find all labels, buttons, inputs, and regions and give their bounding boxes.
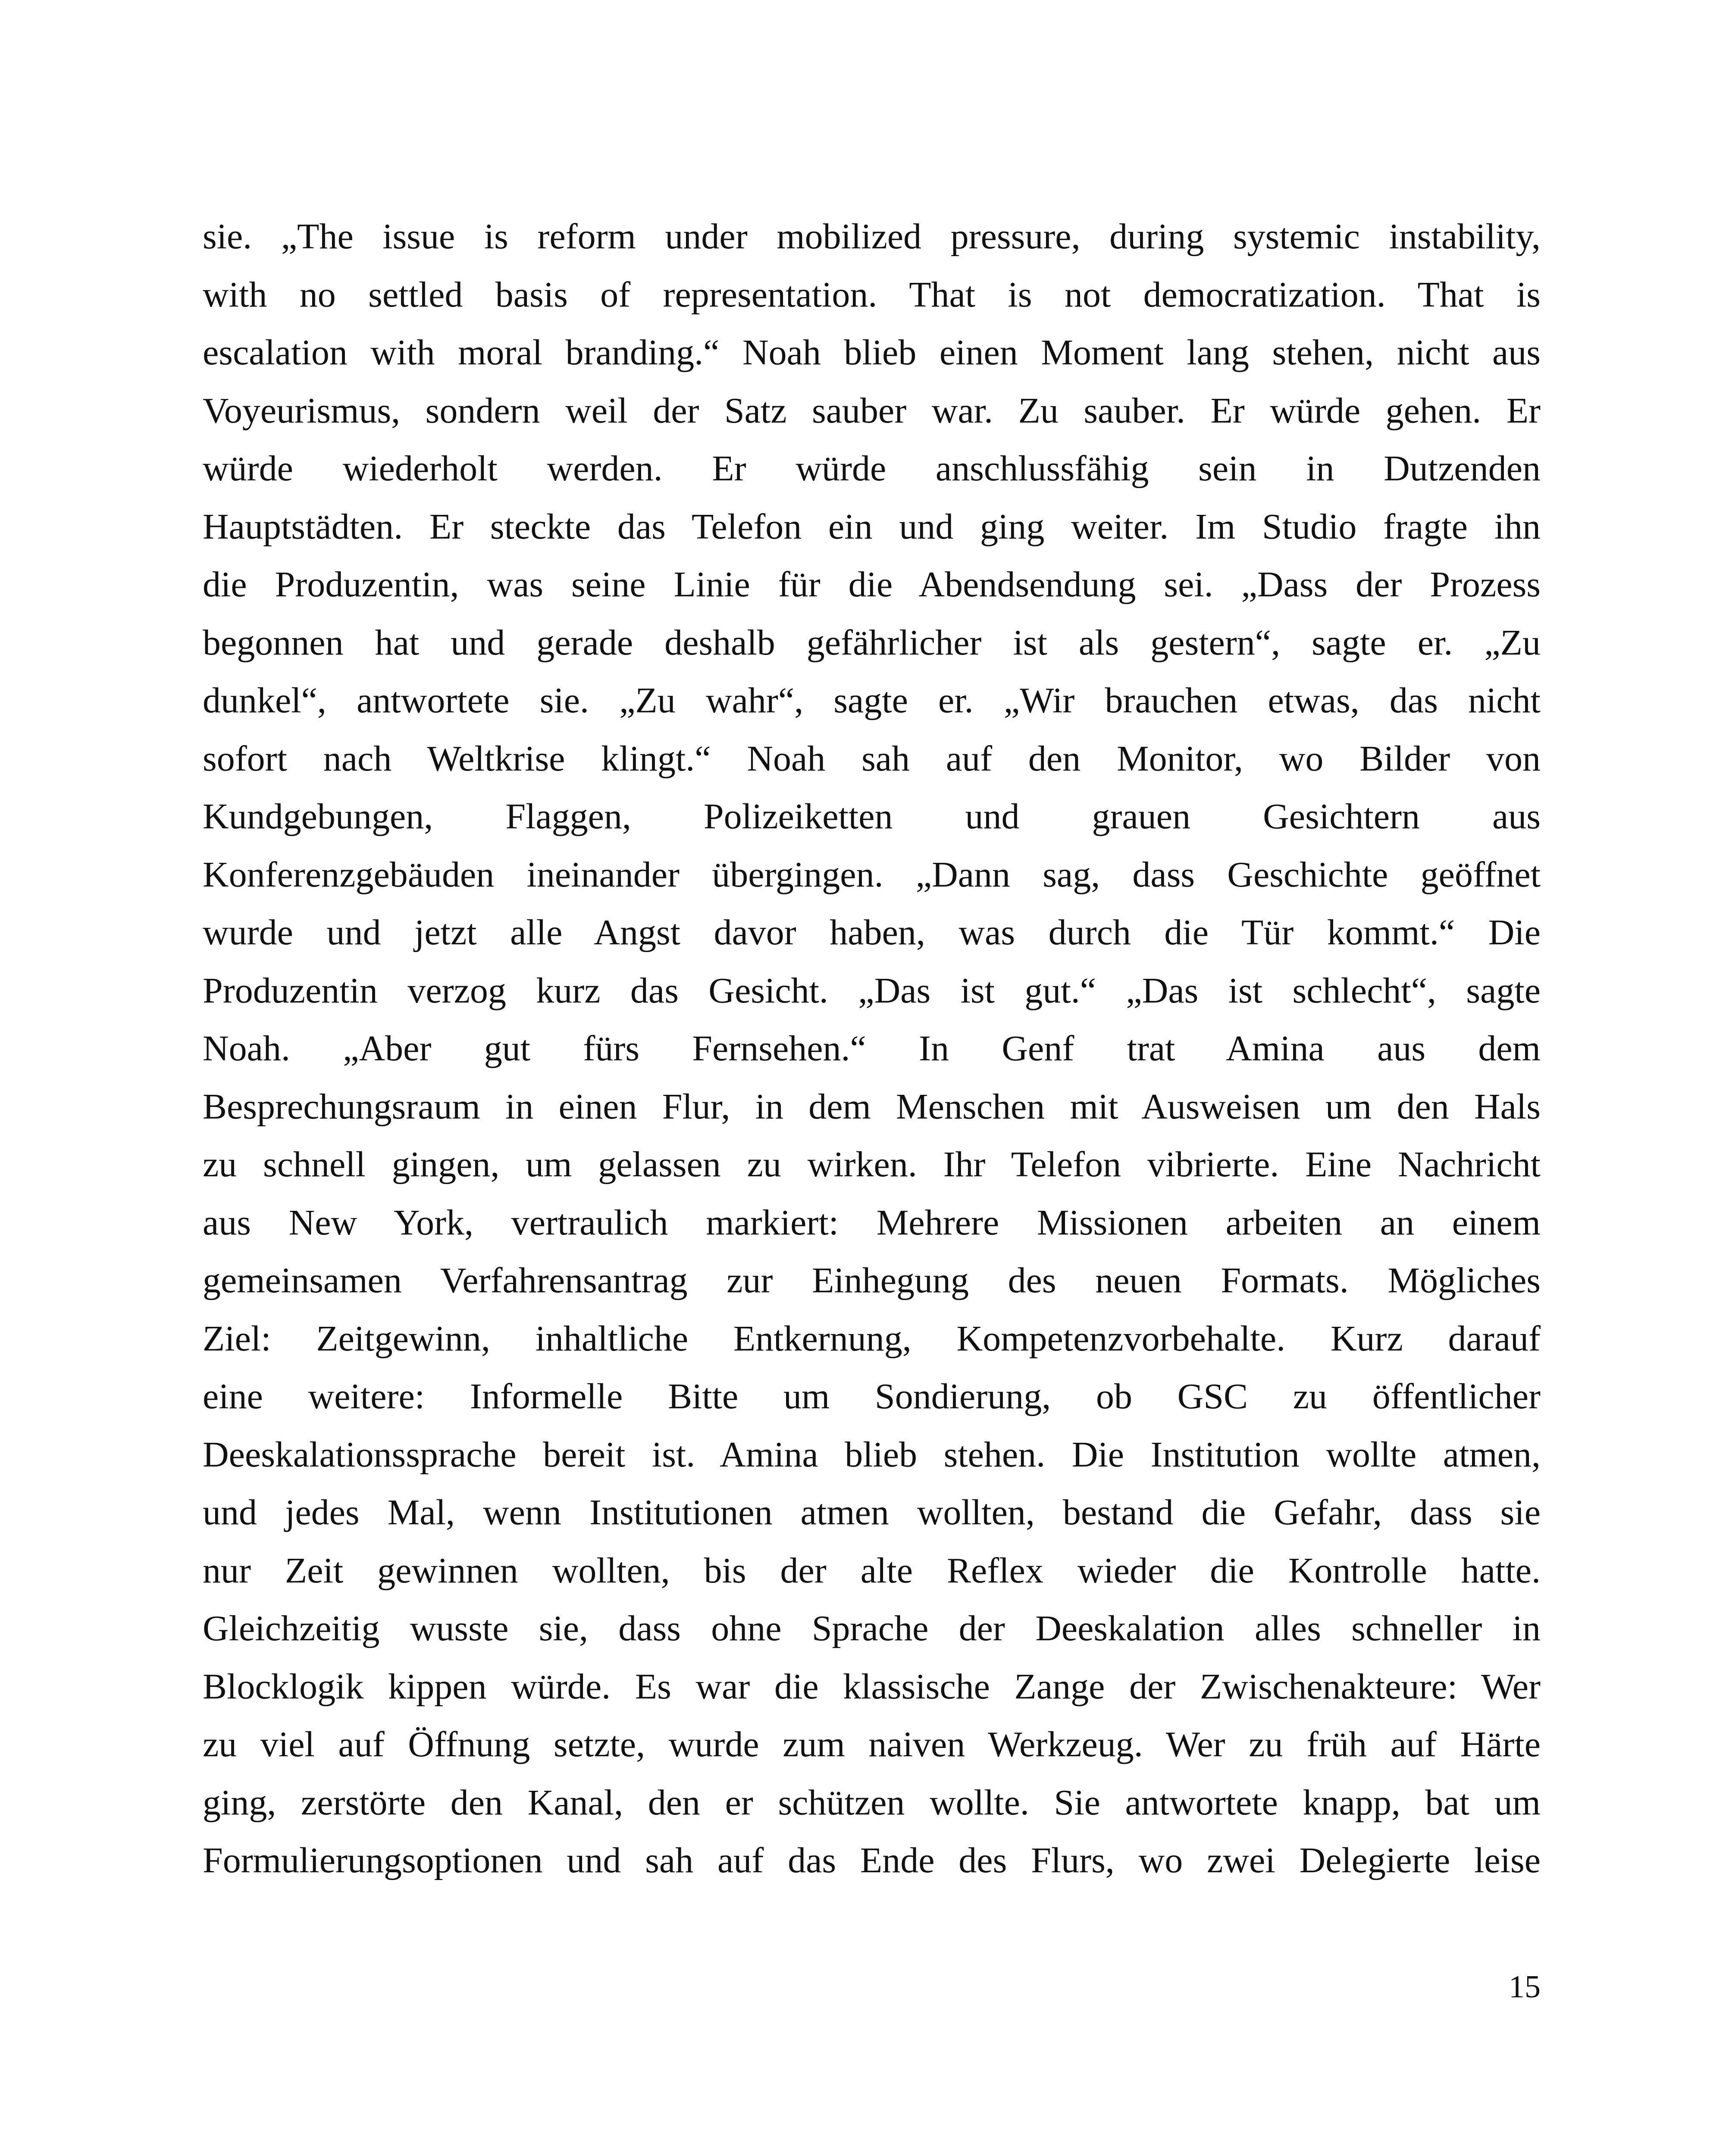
text-line: Besprechungsraum in einen Flur, in dem Menschen mit Ausweisen um den Hals [203, 1086, 1541, 1127]
text-line: zu viel auf Öffnung setzte, wurde zum naiven Werkzeug. Wer zu früh auf Härte [203, 1724, 1541, 1764]
text-line: Formulierungsoptionen und sah auf das Ende des Flurs, wo zwei Delegierte leise [203, 1840, 1541, 1880]
text-line: Ziel: Zeitgewinn, inhaltliche Entkernung, Kompetenzvorbehalte. Kurz darauf [203, 1318, 1541, 1359]
text-line: dunkel“, antwortete sie. „Zu wahr“, sagte er. „Wir brauchen etwas, das nicht [203, 680, 1541, 721]
text-line: wurde und jetzt alle Angst davor haben, was durch die Tür kommt.“ Die [203, 912, 1541, 953]
text-line: Kundgebungen, Flaggen, Polizeiketten und grauen Gesichtern aus [203, 796, 1541, 837]
text-line: Voyeurismus, sondern weil der Satz sauber war. Zu sauber. Er würde gehen. Er [203, 390, 1541, 431]
text-line: aus New York, vertraulich markiert: Mehrere Missionen arbeiten an einem [203, 1202, 1541, 1243]
text-line: begonnen hat und gerade deshalb gefährlicher ist als gestern“, sagte er. „Zu [203, 622, 1541, 663]
text-line: Hauptstädten. Er steckte das Telefon ein und ging weiter. Im Studio fragte ihn [203, 506, 1541, 547]
text-line: nur Zeit gewinnen wollten, bis der alte Reflex wieder die Kontrolle hatte. [203, 1550, 1541, 1591]
text-line: Produzentin verzog kurz das Gesicht. „Das ist gut.“ „Das ist schlecht“, sagte [203, 970, 1541, 1011]
text-line: und jedes Mal, wenn Institutionen atmen wollten, bestand die Gefahr, dass sie [203, 1492, 1541, 1532]
text-line: Blocklogik kippen würde. Es war die klassische Zange der Zwischenakteure: Wer [203, 1666, 1541, 1707]
text-line: Deeskalationssprache bereit ist. Amina blieb stehen. Die Institution wollte atmen, [203, 1434, 1541, 1475]
text-line: die Produzentin, was seine Linie für die Abendsendung sei. „Dass der Prozess [203, 564, 1541, 605]
text-line: eine weitere: Informelle Bitte um Sondierung, ob GSC zu öffentlicher [203, 1376, 1541, 1416]
text-line: ging, zerstörte den Kanal, den er schützen wollte. Sie antwortete knapp, bat um [203, 1782, 1541, 1823]
text-line: with no settled basis of representation. That is not democratization. That is [203, 274, 1541, 315]
text-line: sofort nach Weltkrise klingt.“ Noah sah auf den Monitor, wo Bilder von [203, 738, 1541, 779]
page-number: 15 [1509, 1969, 1541, 2005]
text-line: Gleichzeitig wusste sie, dass ohne Sprache der Deeskalation alles schneller in [203, 1608, 1541, 1648]
body-paragraph [203, 208, 1541, 1890]
text-line: würde wiederholt werden. Er würde anschlussfähig sein in Dutzenden [203, 448, 1541, 489]
text-line: Konferenzgebäuden ineinander übergingen. „Dann sag, dass Geschichte geöffnet [203, 854, 1541, 895]
text-line: Noah. „Aber gut fürs Fernsehen.“ In Genf trat Amina aus dem [203, 1028, 1541, 1069]
text-line: zu schnell gingen, um gelassen zu wirken. Ihr Telefon vibrierte. Eine Nachricht [203, 1144, 1541, 1185]
text-line: escalation with moral branding.“ Noah blieb einen Moment lang stehen, nicht aus [203, 332, 1541, 373]
text-line: sie. „The issue is reform under mobilized pressure, during systemic instability, [203, 216, 1541, 257]
text-line: gemeinsamen Verfahrensantrag zur Einhegung des neuen Formats. Mögliches [203, 1260, 1541, 1300]
